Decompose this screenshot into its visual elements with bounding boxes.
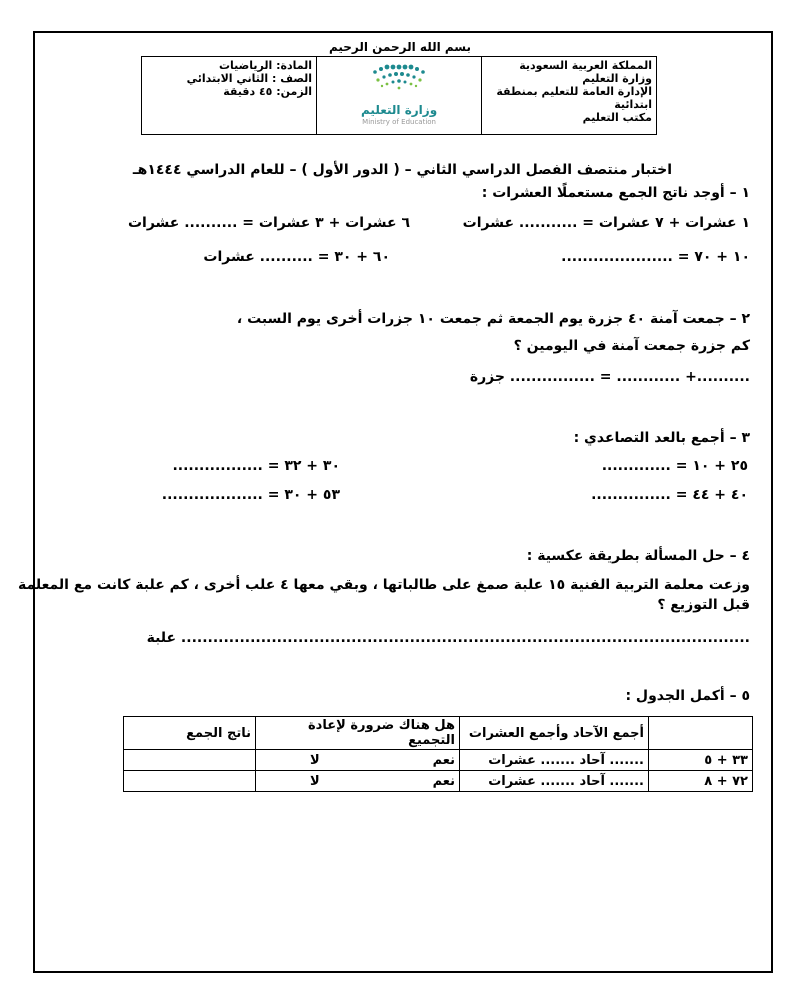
q4-line1: وزعت معلمة التربية الفنية ١٥ علبة صمغ على طالباتها ، وبقي معها ٤ علب أخرى ، كم علبة كانت مع المعلمة — [18, 577, 750, 593]
no-option[interactable]: لا — [310, 752, 320, 768]
row-result[interactable] — [124, 771, 256, 792]
header-line: مكتب التعليم — [582, 111, 652, 124]
row-work[interactable]: ....... آحاد ....... عشرات — [460, 771, 649, 792]
q2-answer: ..........+ ............ = ................ جزرة — [469, 369, 750, 385]
header-line: ابتدائية — [614, 98, 652, 111]
logo-arabic-text: وزارة التعليم — [361, 103, 438, 117]
row-result[interactable] — [124, 750, 256, 771]
q1-item-a: ١ عشرات + ٧ عشرات = ........... عشرات — [462, 215, 750, 231]
q3-item-d: ٥٣ + ٣٠ = ................... — [161, 487, 340, 503]
row-expression: ٧٢ + ٨ — [649, 771, 753, 792]
q2-line1: ٢ – جمعت آمنة ٤٠ جزرة يوم الجمعة ثم جمعت ١٠ جزرات أخرى يوم السبت ، — [236, 311, 750, 327]
q5-table — [123, 716, 753, 792]
header-table — [141, 56, 657, 135]
grade-line: الصف : الثاني الابتدائي — [186, 72, 313, 85]
logo-english-text: Ministry of Education — [362, 118, 436, 126]
row-work[interactable]: ....... آحاد ....... عشرات — [460, 750, 649, 771]
header-authority — [482, 57, 657, 135]
q5-title: ٥ – أكمل الجدول : — [625, 688, 750, 704]
header-line: الإدارة العامة للتعليم بمنطقة — [496, 85, 652, 98]
q4-title: ٤ – حل المسألة بطريقة عكسية : — [526, 548, 750, 564]
table-header-row — [124, 717, 753, 750]
yes-option[interactable]: نعم — [432, 773, 455, 789]
q1-item-d: ٦٠ + ٣٠ = .......... عشرات — [203, 249, 390, 265]
q4-answer: ........................................................................................................... علبة — [146, 630, 750, 646]
table-header-cell: ناتج الجمع — [124, 717, 256, 750]
q1-item-b: ٦ عشرات + ٣ عشرات = .......... عشرات — [127, 215, 410, 231]
table-header-cell: أجمع الآحاد وأجمع العشرات — [460, 717, 649, 750]
ministry-logo-icon — [349, 61, 449, 101]
q3-item-a: ٢٥ + ١٠ = ............. — [601, 458, 748, 474]
q2-line2: كم جزرة جمعت آمنة في اليومين ؟ — [513, 338, 750, 354]
q3-item-b: ٣٠ + ٣٢ = ................. — [172, 458, 340, 474]
table-row — [124, 750, 753, 771]
header-logo-cell — [317, 57, 482, 135]
q1-title: ١ – أوجد ناتج الجمع مستعملًا العشرات : — [481, 185, 750, 201]
table-header-cell — [649, 717, 753, 750]
table-row — [124, 771, 753, 792]
row-expression: ٣٣ + ٥ — [649, 750, 753, 771]
bismillah: بسم الله الرحمن الرحيم — [328, 40, 472, 54]
no-option[interactable]: لا — [310, 773, 320, 789]
exam-title: اختبار منتصف الفصل الدراسي الثاني – ( الدور الأول ) – للعام الدراسي ١٤٤٤هـ — [132, 162, 672, 178]
row-regroup[interactable] — [256, 771, 460, 792]
header-line: وزارة التعليم — [582, 72, 652, 85]
yes-option[interactable]: نعم — [432, 752, 455, 768]
header-line: المملكة العربية السعودية — [519, 59, 652, 72]
time-line: الزمن: ٤٥ دقيقة — [223, 85, 313, 98]
table-header-cell: هل هناك ضرورة لإعادة التجميع — [256, 717, 460, 750]
q3-item-c: ٤٠ + ٤٤ = ............... — [591, 487, 748, 503]
subject-line: المادة: الرياضيات — [218, 59, 313, 72]
ministry-logo — [321, 59, 477, 129]
q3-title: ٣ – أجمع بالعد التصاعدي : — [573, 430, 750, 446]
q4-line2: قبل التوزيع ؟ — [657, 597, 750, 613]
q1-item-c: ١٠ + ٧٠ = ..................... — [561, 249, 750, 265]
header-subject — [142, 57, 317, 135]
row-regroup[interactable] — [256, 750, 460, 771]
